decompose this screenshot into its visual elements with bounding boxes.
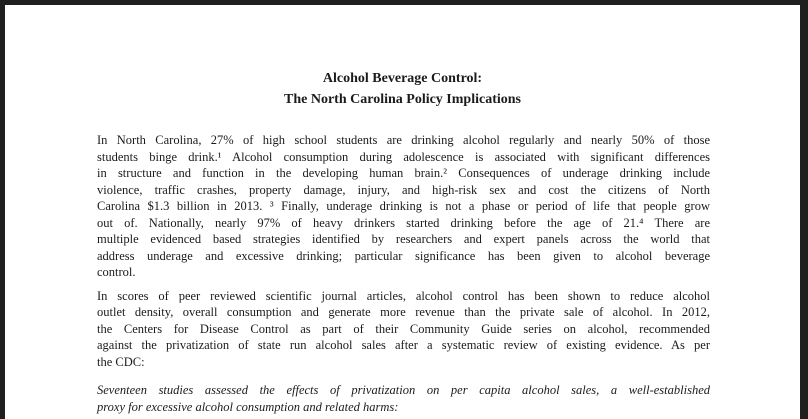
document-title bbox=[5, 68, 800, 110]
document-title-line-1: Alcohol Beverage Control: bbox=[322, 71, 483, 86]
text-line: address underage and excessive drinking; particular significance has been given to alcohol beverage bbox=[97, 248, 710, 263]
text-line: Carolina $1.3 billion in 2013. ³ Finally, underage drinking is not a phase or period of life that people grow bbox=[97, 199, 710, 213]
text-line: proxy for excessive alcohol consumption and related harms: bbox=[97, 399, 399, 414]
text-line: control. bbox=[97, 265, 136, 279]
body-text-column bbox=[97, 132, 710, 415]
text-line: In North Carolina, 27% of high school students are drinking alcohol regularly and nearly 50% of those bbox=[97, 133, 710, 147]
text-line: students binge drink.¹ Alcohol consumption during adolescence is associated with significant differences bbox=[97, 149, 710, 164]
paragraph-2 bbox=[97, 288, 710, 371]
text-line: violence, traffic crashes, property damage, injury, and high-risk sex and cost the citizens of North bbox=[97, 182, 710, 197]
text-line: outlet density, overall consumption and generate more revenue than the private sale of alcohol. In 2012, bbox=[97, 305, 710, 319]
text-line: the Centers for Disease Control as part of their Community Guide series on alcohol, recommended bbox=[97, 321, 710, 336]
text-line: the CDC: bbox=[97, 354, 145, 369]
paragraph-3-blockquote-italic bbox=[97, 382, 710, 415]
document-content bbox=[5, 5, 800, 419]
text-line: out of. Nationally, nearly 97% of heavy drinkers started drinking before the age of 21.⁴ There are bbox=[97, 215, 710, 230]
document-title-line-2: The North Carolina Policy Implications bbox=[284, 92, 521, 107]
paragraph-1 bbox=[97, 132, 710, 281]
text-line: In scores of peer reviewed scientific journal articles, alcohol control has been shown to reduce alcohol bbox=[97, 288, 710, 303]
text-line: against the privatization of state run alcohol sales after a systematic review of existing evidence. As per bbox=[97, 338, 710, 352]
text-line: multiple evidenced based strategies identified by researchers and expert panels across the world that bbox=[97, 232, 710, 246]
viewer-edge-right bbox=[800, 0, 808, 419]
text-line: Seventeen studies assessed the effects of privatization on per capita alcohol sales, a well-established bbox=[97, 383, 710, 397]
text-line: in structure and function in the developing human brain.² Consequences of underage drinking include bbox=[97, 166, 710, 180]
